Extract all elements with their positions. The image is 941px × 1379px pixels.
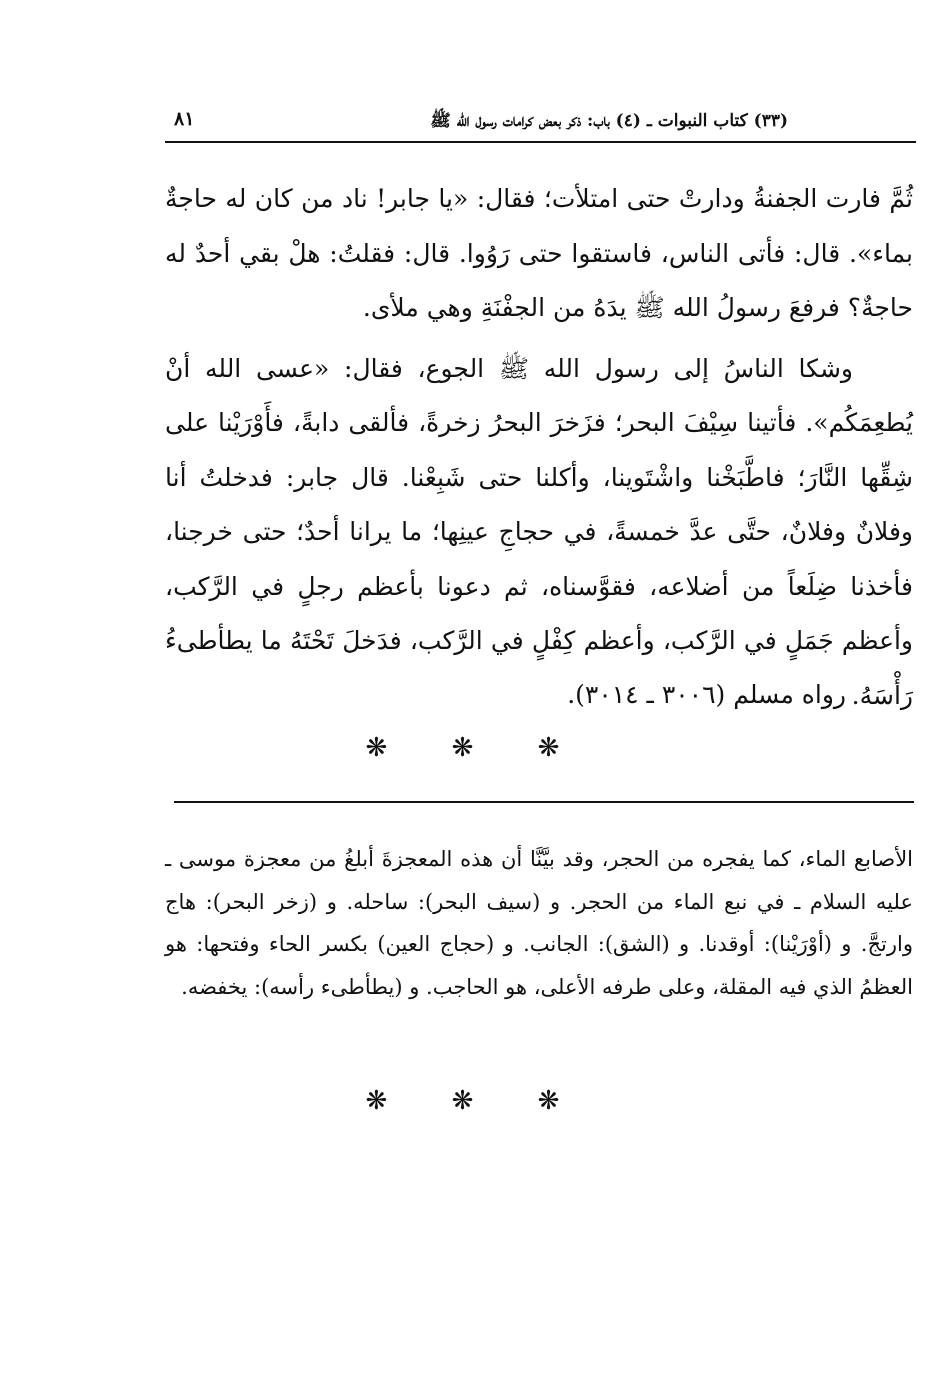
hadith-source: رواه مسلم (٣٠٠٦ ـ ٣٠١٤). bbox=[567, 680, 846, 709]
separator-star-icon: ❋ bbox=[451, 733, 474, 763]
page-number: ٨١ bbox=[174, 108, 195, 130]
separator-star-icon: ❋ bbox=[537, 1086, 560, 1116]
footnote-text: الأصابع الماء، كما يفجره من الحجر، وقد بيَّنَّا أن هذه المعجزةَ أبلغُ من معجزة موسى ـ عليه السلام ـ في نبع الماء من الحجر. و (سيف البحر): ساحله. و (زخر البحر): هاج وارتجَّ. و (أوْرَيْنا): أوقدنا. و (الشق): الجانب. و (حجاج العين) بكسر الحاء وفتحها: هو العظمُ الذي فيه المقلة، وعلى طرفه الأعلى، هو الحاجب. و (يطأطىء رأسه): يخفضه. bbox=[165, 847, 913, 999]
separator-star-icon: ❋ bbox=[451, 1086, 474, 1116]
paragraph-1: ثُمَّ فارت الجفنةُ ودارتْ حتى امتلأت؛ فقال: «يا جابر! ناد من كان له حاجةٌ بماء». قال: فأتى الناس، فاستقوا حتى رَوُوا. قال: فقلتُ: هلْ بقي أحدٌ له حاجةٌ؟ فرفعَ رسولُ الله ﷺ يدَهُ من الجفْنَةِ وهي ملأى. bbox=[165, 184, 913, 322]
separator-star-icon: ❋ bbox=[365, 1086, 388, 1116]
end-separator bbox=[0, 1086, 933, 1116]
paragraph-2: وشكا الناسُ إلى رسول الله ﷺ الجوع، فقال: «عسى الله أنْ يُطعِمَكُم». فأتينا سِيْفَ البحر؛ فزَخرَ البحرُ زخرةً، فألقى دابةً، فأَوْرَيْنا على شِقِّها النَّارَ؛ فاطَّبَخْنا واشْتَوينا، وأكلنا حتى شَبِعْنا. قال جابر: فدخلتُ أنا وفلانٌ وفلانٌ، حتَّى عدَّ خمسةً، في حجاجِ عينِها؛ ما يرانا أحدٌ؛ حتى خرجنا، فأخذنا ضِلَعاً من أضلاعه، فقوَّسناه، ثم دعونا بأعظم رجلٍ في الرَّكب، وأعظم جَمَلٍ في الرَّكب، وأعظم كِفْلٍ في الرَّكب، فدَخلَ تَحْتَهُ ما يطأطىءُ رَأْسَهُ. bbox=[165, 353, 914, 710]
section-separator bbox=[0, 733, 933, 763]
running-title: (٣٣) كتاب النبوات ـ (٤) باب: ذكر بعض كرامات رسول الله ﷺ bbox=[430, 111, 788, 131]
header-rule bbox=[165, 141, 916, 143]
main-text bbox=[165, 172, 913, 723]
page-header bbox=[168, 108, 916, 142]
footnote bbox=[165, 838, 913, 1008]
separator-star-icon: ❋ bbox=[537, 733, 560, 763]
separator-star-icon: ❋ bbox=[365, 733, 388, 763]
footnote-rule bbox=[174, 801, 914, 803]
